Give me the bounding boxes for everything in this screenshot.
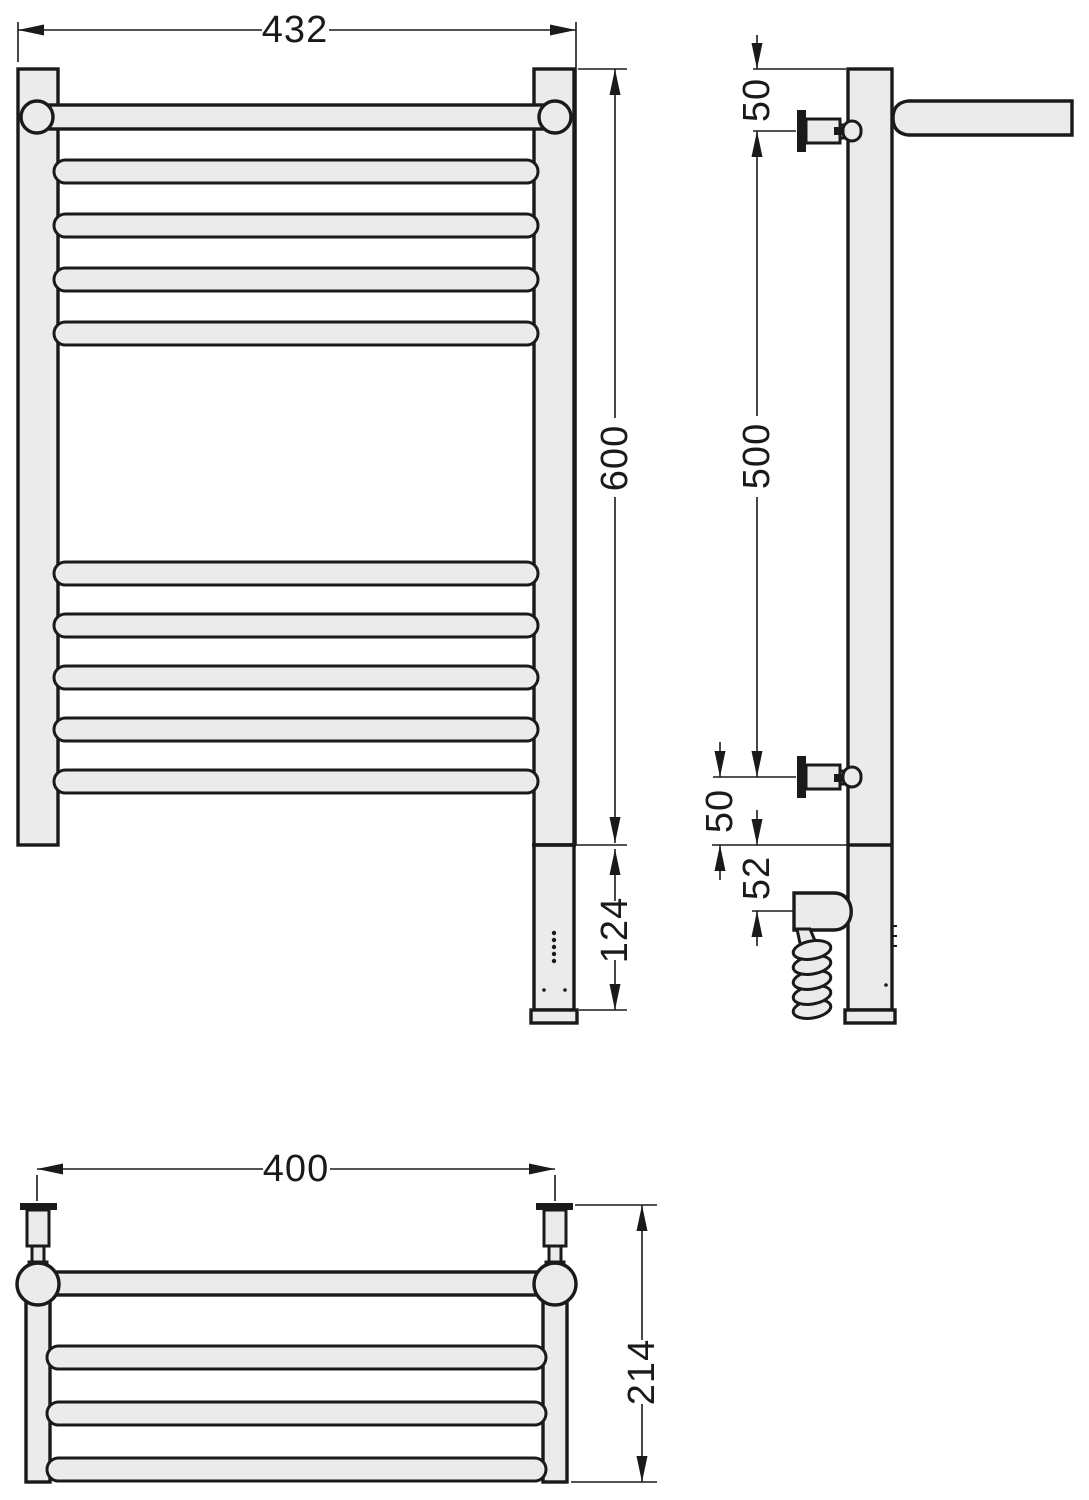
front-heater-bottom-cap [531, 1010, 577, 1023]
rung [54, 214, 538, 237]
rung [54, 562, 538, 585]
dim-label-side-top-offset: 50 [736, 77, 778, 123]
arrowhead-down [752, 751, 763, 777]
plan-top-rail [38, 1272, 555, 1295]
indicator-dot [552, 952, 556, 956]
plan-left-column [26, 1284, 50, 1482]
dim-label-front-width: 432 [261, 9, 329, 51]
housing-screw-dot [884, 983, 888, 987]
valve-body [27, 1210, 49, 1246]
indicator-dot [552, 959, 556, 963]
valve-stem [549, 1246, 561, 1262]
side-bottom-cap [845, 1010, 895, 1023]
plan-left-union [17, 1263, 59, 1305]
dim-plan-connection-spacing [37, 1148, 555, 1201]
indicator-dot [552, 945, 556, 949]
bracket-knob [843, 767, 861, 787]
rung [47, 1458, 546, 1481]
front-view [18, 9, 636, 1023]
indicator-dot [552, 938, 556, 942]
rung [54, 160, 538, 183]
dim-label-front-height: 600 [594, 424, 636, 492]
arrowhead-down [715, 751, 726, 777]
rung [47, 1346, 546, 1369]
plan-right-column [543, 1284, 567, 1482]
dim-label-plan-spacing: 400 [262, 1148, 330, 1190]
cord-coil [792, 938, 833, 1021]
rung [54, 614, 538, 637]
side-view [699, 35, 1072, 1023]
rung [54, 666, 538, 689]
plan-right-valve [536, 1203, 573, 1269]
rung [54, 322, 538, 345]
front-right-column [534, 69, 574, 845]
valve-body [544, 1210, 566, 1246]
plan-left-valve [20, 1203, 57, 1269]
dim-front-heater-height [579, 849, 636, 1010]
side-column [848, 69, 892, 1010]
dim-label-side-heater-offset: 52 [736, 855, 778, 901]
arrowhead-up [610, 69, 621, 95]
arrowhead-left [37, 1164, 63, 1175]
arrowhead-down [610, 984, 621, 1010]
rung [47, 1402, 546, 1425]
arrowhead-down [752, 819, 763, 845]
arrowhead-down [637, 1456, 648, 1482]
arrowhead-down [610, 817, 621, 843]
arrowhead-right [550, 25, 576, 36]
arrowhead-right [529, 1164, 555, 1175]
arrowhead-up [752, 131, 763, 157]
side-top-rail [893, 101, 1072, 135]
front-left-column [18, 69, 58, 845]
front-right-rail-union [539, 101, 571, 133]
dim-label-side-bottom-offset: 50 [699, 788, 741, 834]
arrowhead-up [637, 1205, 648, 1231]
dim-plan-depth [571, 1205, 663, 1482]
arrowhead-down [752, 43, 763, 69]
front-left-rail-union [21, 101, 53, 133]
valve-stem [32, 1246, 44, 1262]
dim-front-height [576, 69, 636, 845]
dim-side-bracket-spacing [713, 131, 796, 777]
bracket-knob [843, 121, 861, 141]
front-top-rail [37, 105, 555, 129]
dim-label-side-bracket-spacing: 500 [736, 422, 778, 490]
bracket-nut [834, 774, 842, 782]
front-rungs [54, 160, 538, 793]
arrowhead-up [610, 849, 621, 875]
plan-right-union [534, 1263, 576, 1305]
housing-screw-dot [563, 988, 567, 992]
housing-screw-dot [542, 988, 546, 992]
bracket-nut [834, 127, 842, 135]
indicator-dot [552, 931, 556, 935]
rung [54, 718, 538, 741]
arrowhead-left [18, 25, 44, 36]
top-view [17, 1148, 663, 1482]
arrowhead-up [752, 911, 763, 937]
heater-box [794, 893, 851, 930]
plan-rungs [47, 1346, 546, 1481]
rung [54, 268, 538, 291]
dim-label-plan-depth: 214 [621, 1338, 663, 1406]
front-heater-housing [534, 845, 574, 1010]
rung [54, 770, 538, 793]
arrowhead-up [715, 845, 726, 871]
dim-side-heater-offset [736, 810, 793, 946]
dim-label-front-heater: 124 [594, 896, 636, 964]
dim-side-top-offset [736, 35, 846, 131]
